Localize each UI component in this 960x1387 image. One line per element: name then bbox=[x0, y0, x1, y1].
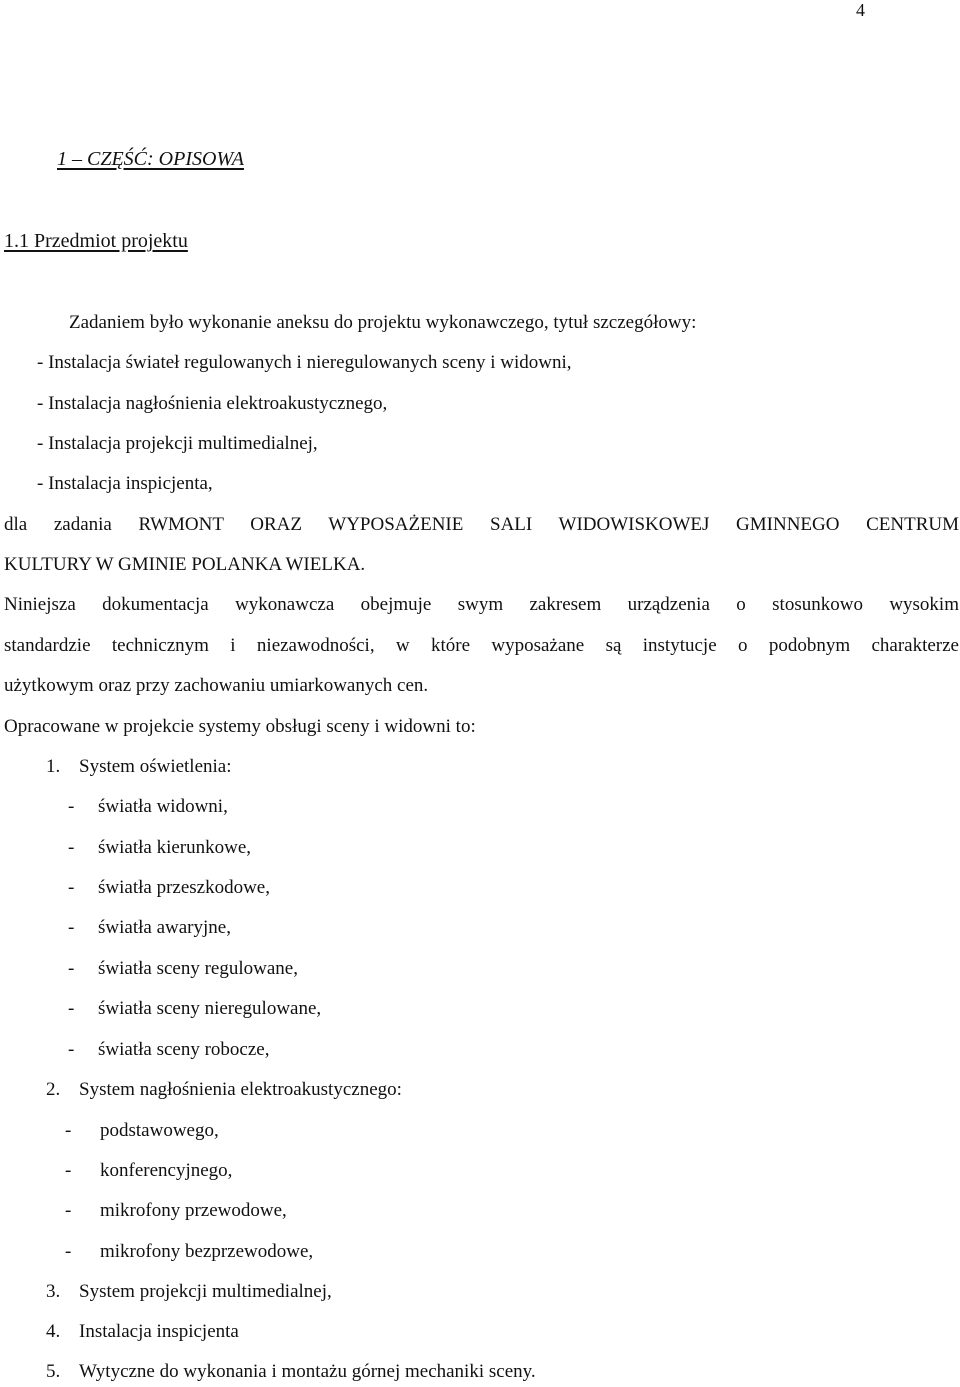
system-item bbox=[0, 757, 960, 781]
system-item bbox=[0, 1080, 960, 1104]
subitem-text: światła sceny regulowane, bbox=[98, 958, 298, 979]
system-subitem bbox=[0, 999, 960, 1023]
subitem-text: światła awaryjne, bbox=[98, 917, 231, 938]
system-subitem bbox=[0, 1161, 960, 1185]
scope-item: - Instalacja projekcji multimedialnej, bbox=[37, 433, 318, 454]
intro-paragraph: Zadaniem było wykonanie aneksu do projektu wykonawczego, tytuł szczegółowy: bbox=[69, 312, 697, 333]
system-number: 5. bbox=[46, 1361, 61, 1382]
subitem-text: światła sceny robocze, bbox=[98, 1039, 270, 1060]
dash-marker: - bbox=[65, 1200, 72, 1221]
subsection-title: 1.1 Przedmiot projektu bbox=[4, 230, 188, 252]
system-subitem bbox=[0, 1121, 960, 1145]
dash-marker: - bbox=[68, 877, 75, 898]
dash-marker: - bbox=[68, 796, 75, 817]
subitem-text: mikrofony przewodowe, bbox=[100, 1200, 287, 1221]
task-line: dla zadania RWMONT ORAZ WYPOSAŻENIE SALI WIDOWISKOWEJ GMINNEGO CENTRUM bbox=[4, 514, 959, 535]
dash-marker: - bbox=[68, 1039, 75, 1060]
dash-marker: - bbox=[68, 837, 75, 858]
system-item bbox=[0, 1322, 960, 1346]
system-number: 3. bbox=[46, 1281, 61, 1302]
subitem-text: mikrofony bezprzewodowe, bbox=[100, 1241, 314, 1262]
systems-intro: Opracowane w projekcie systemy obsługi sceny i widowni to: bbox=[4, 716, 476, 737]
dash-marker: - bbox=[65, 1120, 72, 1141]
system-label: Wytyczne do wykonania i montażu górnej mechaniki sceny. bbox=[79, 1361, 536, 1382]
system-label: System projekcji multimedialnej, bbox=[79, 1281, 332, 1302]
system-item bbox=[0, 1362, 960, 1386]
description-line: standardzie technicznym i niezawodności, w które wyposażane są instytucje o podobnym charakterze bbox=[4, 635, 959, 656]
system-label: Instalacja inspicjenta bbox=[79, 1321, 239, 1342]
subitem-text: światła kierunkowe, bbox=[98, 837, 252, 858]
dash-marker: - bbox=[68, 917, 75, 938]
system-subitem bbox=[0, 878, 960, 902]
description-line: użytkowym oraz przy zachowaniu umiarkowanych cen. bbox=[4, 675, 429, 696]
system-number: 2. bbox=[46, 1079, 61, 1100]
system-subitem bbox=[0, 1201, 960, 1225]
system-number: 4. bbox=[46, 1321, 61, 1342]
dash-marker: - bbox=[65, 1241, 72, 1262]
system-subitem bbox=[0, 1242, 960, 1266]
system-subitem bbox=[0, 838, 960, 862]
scope-item: - Instalacja inspicjenta, bbox=[37, 473, 213, 494]
dash-marker: - bbox=[68, 958, 75, 979]
system-subitem bbox=[0, 797, 960, 821]
scope-item: - Instalacja świateł regulowanych i nieregulowanych sceny i widowni, bbox=[37, 352, 572, 373]
subitem-text: światła przeszkodowe, bbox=[98, 877, 270, 898]
subitem-text: światła sceny nieregulowane, bbox=[98, 998, 322, 1019]
system-subitem bbox=[0, 918, 960, 942]
description-line: Niniejsza dokumentacja wykonawcza obejmuje swym zakresem urządzenia o stosunkowo wysokim bbox=[4, 594, 959, 615]
system-item bbox=[0, 1282, 960, 1306]
section-title: 1 – CZĘŚĆ: OPISOWA bbox=[57, 148, 244, 170]
subitem-text: podstawowego, bbox=[100, 1120, 219, 1141]
system-number: 1. bbox=[46, 756, 61, 777]
dash-marker: - bbox=[68, 998, 75, 1019]
subitem-text: światła widowni, bbox=[98, 796, 228, 817]
system-subitem bbox=[0, 1040, 960, 1064]
task-line: KULTURY W GMINIE POLANKA WIELKA. bbox=[4, 554, 366, 575]
page-number: 4 bbox=[856, 0, 865, 20]
scope-item: - Instalacja nagłośnienia elektroakustycznego, bbox=[37, 393, 388, 414]
system-subitem bbox=[0, 959, 960, 983]
system-label: System nagłośnienia elektroakustycznego: bbox=[79, 1079, 402, 1100]
dash-marker: - bbox=[65, 1160, 72, 1181]
system-label: System oświetlenia: bbox=[79, 756, 232, 777]
subitem-text: konferencyjnego, bbox=[100, 1160, 233, 1181]
